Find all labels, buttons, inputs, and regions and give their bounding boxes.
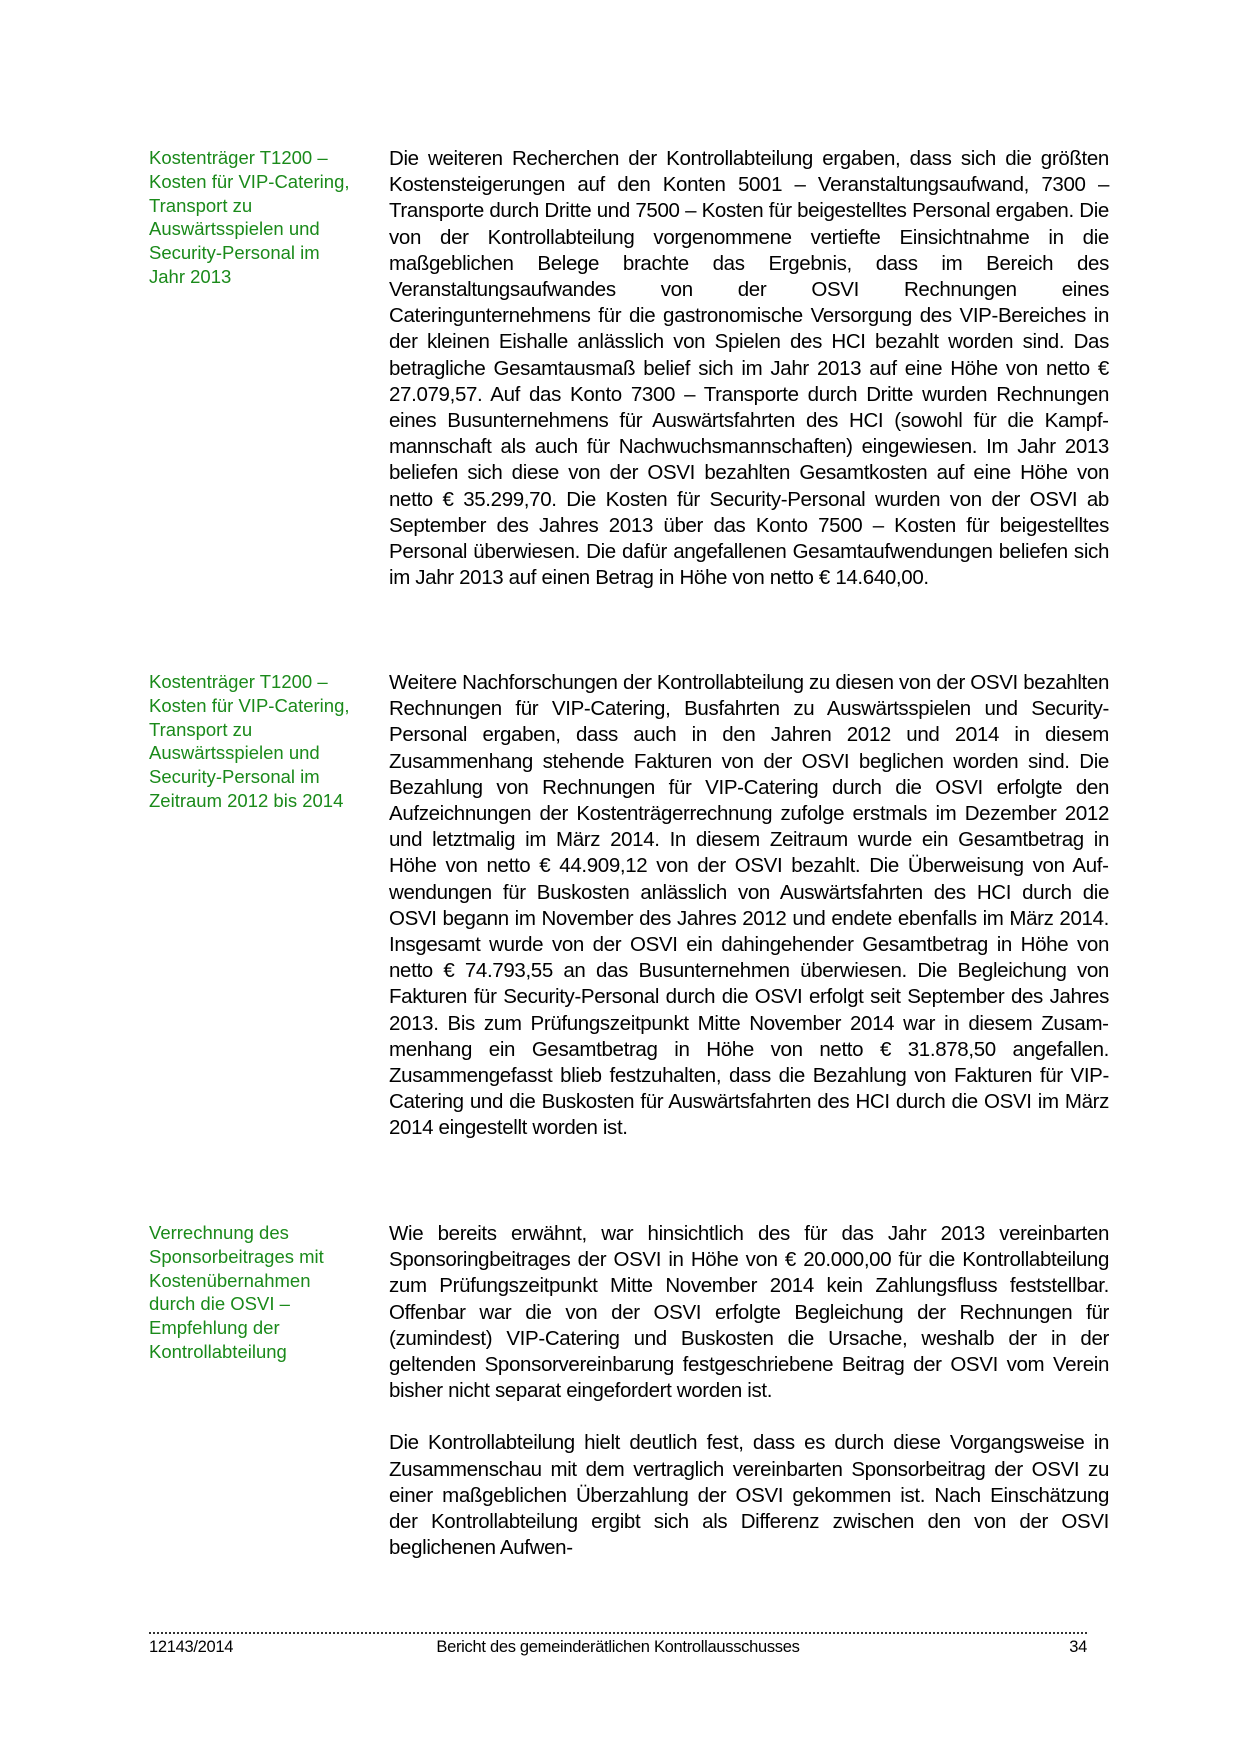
margin-note-line: Zeitraum 2012 bis 2014 [149,789,344,811]
margin-note-line: Empfehlung der [149,1317,280,1339]
footer-divider [149,1632,1087,1634]
margin-note-line: Kosten für VIP-Catering, [149,170,350,192]
paragraph: Weitere Nachforschungen der Kontrollabteilung zu diesen von der OSVI bezahlten Rechnungen für VIP-Catering, Busfahrten zu Auswärtsspielen und Security-Personal ergaben, dass auch in den Jahren 2012 und 2014 in diesem Zusammenhang stehende Fakturen von der OSVI beglichen worden sind. Die Bezahlung von Rechnungen für VIP-Catering durch die OSVI erfolgte den Aufzeichnungen der Kostenträgerrechnung zufolge erstmals im Dezember 2012 und letztmalig im März 2014. In diesem Zeitraum wurde ein Gesamtbetrag in Höhe von netto € 44.909,12 von der OSVI bezahlt. Die Überweisung von Aufwendungen für Buskosten anlässlich von Auswärtsfahrten des HCI durch die OSVI begann im November des Jahres 2012 und endete ebenfalls im März 2014. Insgesamt wurde von der OSVI ein dahingehender Gesamtbetrag in Höhe von netto € 74.793,55 an das Busunternehmen überwiesen. Die Begleichung von Fakturen für Security-Personal durch die OSVI erfolgt seit September des Jahres 2013. Bis zum Prüfungszeitpunkt Mitte November 2014 war in diesem Zusammenhang ein Gesamtbetrag in Höhe von netto € 31.878,50 angefallen. Zusammengefasst blieb festzuhalten, dass die Bezahlung von Fakturen für VIP-Catering und die Buskosten für Auswärtsfahrten des HCI durch die OSVI im März 2014 eingestellt worden ist. [389,671,1109,1140]
margin-note-line: Verrechnung des [149,1222,289,1243]
margin-note [149,1221,379,1364]
report-title: Bericht des gemeinderätlichen Kontrollausschusses [436,1638,800,1656]
paragraph: Die Kontrollabteilung hielt deutlich fest, dass es durch diese Vorgangsweise in Zusammenschau mit dem vertraglich vereinbarten Sponsorbeitrag der OSVI zu einer maßgeblichen Überzahlung der OSVI gekommen ist. Nach Einschätzung der Kontrollabteilung ergibt sich als Differenz zwischen den von der OSVI beglichenen Aufwen- [389,1431,1109,1560]
margin-note-line: durch die OSVI – [149,1293,290,1315]
page-footer [149,1638,1087,1657]
margin-note-line: Transport zu [149,194,253,216]
margin-note-line: Sponsorbeitrages mit [149,1245,324,1267]
margin-note-line: Kosten für VIP-Catering, [149,694,350,716]
margin-note [149,146,379,289]
margin-note-line: Security-Personal im [149,242,320,264]
margin-note [149,670,379,813]
margin-note-line: Auswärtsspielen und [149,218,320,240]
margin-note-line: Kontrollabteilung [149,1340,287,1362]
margin-note-line: Security-Personal im [149,766,320,788]
page-number: 34 [1069,1638,1087,1656]
document-number: 12143/2014 [149,1638,234,1656]
paragraph: Die weiteren Recherchen der Kontrollabteilung ergaben, dass sich die größten Kostensteigerungen auf den Konten 5001 – Veranstaltungsaufwand, 7300 – Transporte durch Dritte und 7500 – Kosten für beigestelltes Personal ergaben. Die von der Kontrollabteilung vorgenommene vertiefte Einsichtnahme in die maßgeblichen Belege brachte das Ergebnis, dass im Bereich des Veranstaltungsaufwandes von der OSVI Rechnungen eines Cateringunternehmens für die gastronomische Versorgung des VIP-Bereiches in der kleinen Eishalle anlässlich von Spielen des HCI bezahlt worden sind. Das betragliche Gesamtausmaß belief sich im Jahr 2013 auf eine Höhe von netto € 27.079,57. Auf das Konto 7300 – Transporte durch Dritte wurden Rechnungen eines Busunternehmens für Auswärtsfahrten des HCI (sowohl für die Kampfmannschaft als auch für Nachwuchsmannschaften) eingewiesen. Im Jahr 2013 beliefen sich diese von der OSVI bezahlten Gesamtkosten auf eine Höhe von netto € 35.299,70. Die Kosten für Security-Personal wurden von der OSVI ab September des Jahres 2013 über das Konto 7500 – Kosten für beigestelltes Personal überwiesen. Die dafür angefallenen Gesamtaufwendungen beliefen sich im Jahr 2013 auf einen Betrag in Höhe von netto € 14.640,00. [389,147,1109,590]
margin-note-line: Kostenträger T1200 – [149,147,328,168]
margin-note-line: Kostenübernahmen [149,1269,311,1291]
body-text [389,1221,1109,1561]
margin-note-line: Transport zu [149,718,253,740]
margin-note-line: Auswärtsspielen und [149,742,320,764]
body-text [389,670,1109,1142]
margin-note-line: Jahr 2013 [149,265,232,287]
margin-note-line: Kostenträger T1200 – [149,671,328,692]
paragraph: Wie bereits erwähnt, war hinsichtlich des für das Jahr 2013 vereinbarten Sponsoringbeitrages der OSVI in Höhe von € 20.000,00 für die Kontrollabteilung zum Prüfungszeitpunkt Mitte November 2014 kein Zahlungsfluss feststellbar. Offenbar war die von der OSVI erfolgte Begleichung der Rechnungen für (zumindest) VIP-Catering und Buskosten die Ursache, weshalb der in der geltenden Sponsorvereinbarung festgeschriebene Beitrag der OSVI vom Verein bisher nicht separat eingefordert worden ist. [389,1222,1109,1403]
body-text [389,146,1109,591]
